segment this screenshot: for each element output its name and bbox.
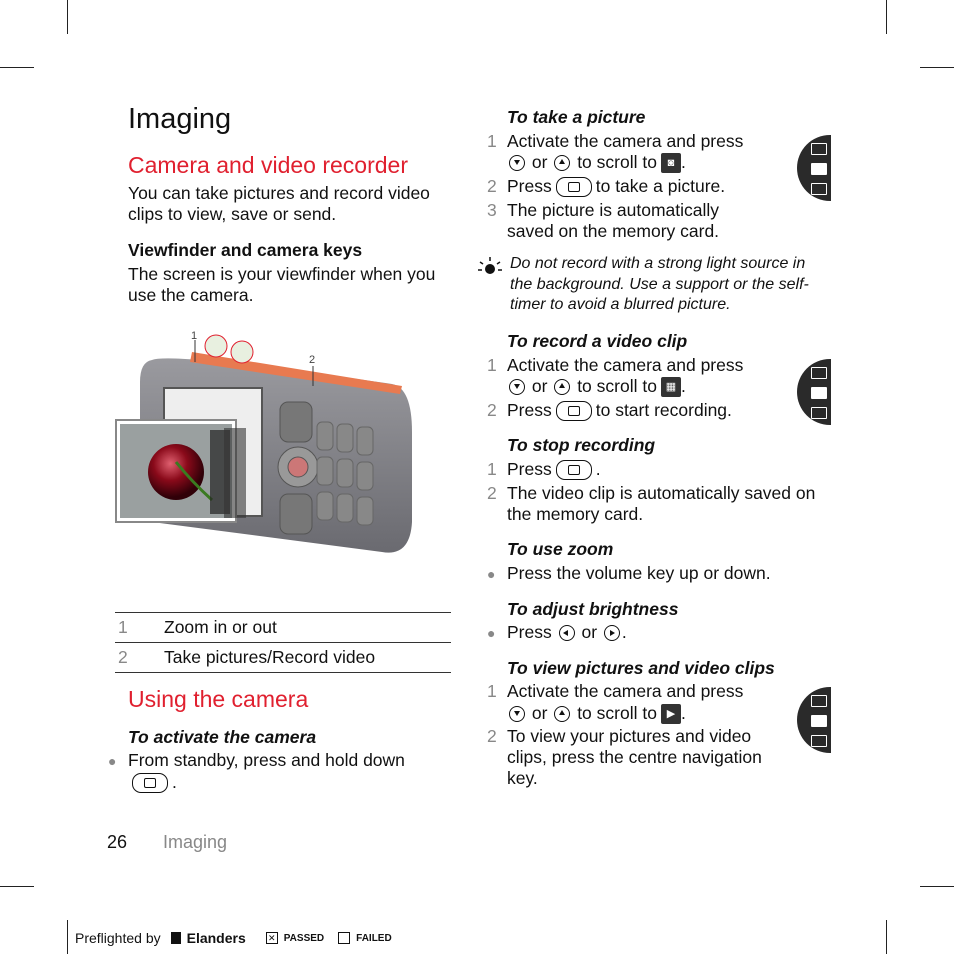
step-text: Activate the camera and press bbox=[507, 355, 744, 375]
section-title: Camera and video recorder bbox=[128, 152, 408, 178]
camera-key-icon bbox=[556, 460, 592, 480]
preflight-passed: PASSED bbox=[283, 932, 325, 944]
navigation-right-icon bbox=[604, 625, 620, 641]
stop-recording-heading: To stop recording bbox=[507, 435, 656, 455]
crop-mark bbox=[0, 886, 34, 887]
crop-mark bbox=[886, 920, 887, 954]
navigation-up-icon bbox=[554, 379, 570, 395]
camera-key-icon bbox=[556, 177, 592, 197]
step-text: or to scroll to ▦ . bbox=[507, 376, 686, 397]
step-text: The video clip is automatically saved on the memory card. bbox=[507, 483, 816, 524]
step-number: 2 bbox=[487, 400, 497, 420]
navigation-up-icon bbox=[554, 155, 570, 171]
step-text: or to scroll to ◙ . bbox=[507, 152, 686, 173]
camera-key-icon bbox=[132, 773, 168, 793]
crop-mark bbox=[0, 67, 34, 68]
step-text: To view your pictures and video clips, press the centre navigation key. bbox=[507, 726, 762, 788]
viewfinder-heading: Viewfinder and camera keys bbox=[128, 240, 363, 260]
mode-dial-camera bbox=[797, 135, 831, 201]
crop-mark bbox=[920, 886, 954, 887]
table-row bbox=[115, 613, 451, 643]
legend-text: Take pictures/Record video bbox=[164, 643, 451, 673]
step-number: 2 bbox=[487, 726, 497, 746]
page-number: 26 bbox=[107, 832, 128, 852]
view-heading: To view pictures and video clips bbox=[507, 658, 775, 678]
playback-mode-icon: ▶ bbox=[661, 704, 681, 724]
footer-section: Imaging bbox=[163, 832, 228, 852]
video-mode-icon bbox=[811, 695, 827, 707]
video-mode-icon bbox=[811, 183, 827, 195]
crop-mark bbox=[67, 920, 68, 954]
mode-dial-playback bbox=[797, 687, 831, 753]
viewfinder-text: The screen is your viewfinder when you use the camera. bbox=[128, 264, 436, 305]
video-mode-icon bbox=[811, 387, 827, 399]
bullet: ● bbox=[108, 753, 117, 769]
bullet: ● bbox=[487, 625, 496, 641]
step-text: Activate the camera and press bbox=[507, 131, 744, 151]
tip-text: Do not record with a strong light source in the background. Use a support or the self-timer to avoid a blurred picture. bbox=[510, 255, 809, 313]
light-bulb-icon bbox=[477, 255, 503, 281]
activate-heading: To activate the camera bbox=[128, 727, 317, 747]
legend-number: 1 bbox=[115, 613, 164, 643]
callout-1: 1 bbox=[191, 330, 198, 342]
legend-table bbox=[115, 612, 451, 673]
using-camera-title: Using the camera bbox=[128, 686, 309, 712]
step-number: 2 bbox=[487, 483, 497, 503]
crop-mark bbox=[920, 67, 954, 68]
table-row bbox=[115, 643, 451, 673]
step-number: 1 bbox=[487, 355, 497, 375]
zoom-heading: To use zoom bbox=[507, 539, 614, 559]
camera-mode-icon bbox=[811, 367, 827, 379]
crop-mark bbox=[67, 0, 68, 34]
activate-step-key: . bbox=[128, 772, 177, 793]
playback-mode-icon bbox=[811, 715, 827, 727]
step-text: Press . bbox=[507, 459, 601, 479]
preflight-stamp bbox=[75, 930, 392, 946]
camera-mode-icon bbox=[811, 735, 827, 747]
navigation-left-icon bbox=[559, 625, 575, 641]
camera-key-icon bbox=[556, 401, 592, 421]
preflight-brand: Elanders bbox=[186, 930, 246, 946]
legend-text: Zoom in or out bbox=[164, 613, 451, 643]
step-number: 1 bbox=[487, 131, 497, 151]
step-text: or to scroll to ▶ . bbox=[507, 703, 686, 724]
navigation-down-icon bbox=[509, 379, 525, 395]
checkbox-empty-icon bbox=[338, 932, 350, 944]
callout-2: 2 bbox=[309, 354, 316, 366]
brightness-text: Press or . bbox=[507, 622, 627, 642]
bullet: ● bbox=[487, 566, 496, 582]
step-number: 2 bbox=[487, 176, 497, 196]
zoom-text: Press the volume key up or down. bbox=[507, 563, 771, 583]
preflight-failed: FAILED bbox=[356, 932, 392, 944]
take-picture-heading: To take a picture bbox=[507, 107, 646, 127]
step-text: Press to start recording. bbox=[507, 400, 732, 420]
navigation-up-icon bbox=[554, 706, 570, 722]
camera-mode-icon bbox=[811, 163, 827, 175]
step-number: 3 bbox=[487, 200, 497, 220]
step-text: Press to take a picture. bbox=[507, 176, 726, 196]
step-number: 1 bbox=[487, 681, 497, 701]
record-video-heading: To record a video clip bbox=[507, 331, 688, 351]
video-mode-icon: ▦ bbox=[661, 377, 681, 397]
brightness-heading: To adjust brightness bbox=[507, 599, 679, 619]
legend-number: 2 bbox=[115, 643, 164, 673]
intro-text: You can take pictures and record video clips to view, save or send. bbox=[128, 183, 430, 224]
preflight-label: Preflighted by bbox=[75, 930, 161, 946]
mode-dial-video bbox=[797, 359, 831, 425]
camera-mode-icon: ◙ bbox=[661, 153, 681, 173]
page-title: Imaging bbox=[128, 103, 232, 135]
step-text: The picture is automatically saved on the memory card. bbox=[507, 200, 720, 241]
navigation-down-icon bbox=[509, 706, 525, 722]
step-text: Activate the camera and press bbox=[507, 681, 744, 701]
crop-mark bbox=[886, 0, 887, 34]
navigation-down-icon bbox=[509, 155, 525, 171]
step-number: 1 bbox=[487, 459, 497, 479]
elanders-logo-icon bbox=[171, 932, 181, 944]
playback-mode-icon bbox=[811, 143, 827, 155]
activate-step: From standby, press and hold down bbox=[128, 750, 405, 770]
phone-illustration bbox=[112, 322, 422, 557]
checkbox-checked-icon: ✕ bbox=[266, 932, 278, 944]
playback-mode-icon bbox=[811, 407, 827, 419]
